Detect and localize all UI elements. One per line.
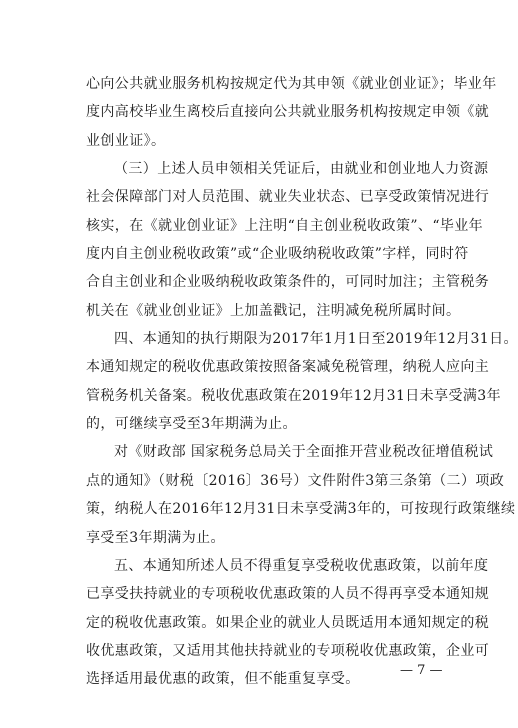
paragraph-5 [86,552,490,694]
paragraph-4 [86,438,516,551]
text-line: 核实，在《就业创业证》上注明“自主创业税收政策”、“毕业年 [86,217,484,234]
body-text [86,70,518,694]
page-number: — 7 — [400,663,443,678]
paragraph-2 [86,155,490,325]
text-line: 社会保障部门对人员范围、就业失业状态、已享受政策情况进行 [86,189,490,206]
text-line: 策，纳税人在2016年12月31日未享受满3年的，可按现行政策继续 [86,501,516,518]
text-line: 管税务机关备案。税收优惠政策在2019年12月31日未享受满3年 [86,387,501,404]
text-line: 收优惠政策，又适用其他扶持就业的专项税收优惠政策，企业可 [86,642,490,659]
text-line: 本通知规定的税收优惠政策按照备案减免税管理，纳税人应向主 [86,359,490,376]
text-line: 业创业证》。 [86,132,166,149]
text-line: 的，可继续享受至3年期满为止。 [86,416,297,433]
text-line: 度内自主创业税收政策”或“企业吸纳税收政策”字样，同时符 [86,246,469,263]
text-line: 度内高校毕业生离校后直接向公共就业服务机构按规定申领《就 [86,104,490,121]
text-line: 五、本通知所述人员不得重复享受税收优惠政策，以前年度 [114,557,489,574]
text-line: 四、本通知的执行期限为2017年1月1日至2019年12月31日。 [114,331,518,348]
text-line: 机关在《就业创业证》上加盖戳记，注明减免税所属时间。 [86,302,461,319]
text-line: （三）上述人员申领相关凭证后，由就业和创业地人力资源 [114,161,489,178]
text-line: 合自主创业和企业吸纳税收政策条件的，可同时加注；主管税务 [86,274,490,291]
paragraph-1 [86,70,497,155]
text-line: 定的税收优惠政策。如果企业的就业人员既适用本通知规定的税 [86,614,490,631]
text-line: 享受至3年期满为止。 [86,529,225,546]
text-line: 对《财政部 国家税务总局关于全面推开营业税改征增值税试 [114,444,494,461]
text-line: 选择适用最优惠的政策，但不能重复享受。 [86,671,360,688]
text-line: 点的通知》（财税〔2016〕36号）文件附件3第三条第（二）项政 [86,472,505,489]
text-line: 心向公共就业服务机构按规定代为其申领《就业创业证》；毕业年 [86,76,497,92]
paragraph-3 [86,325,518,438]
text-line: 已享受扶持就业的专项税收优惠政策的人员不得再享受本通知规 [86,586,490,603]
